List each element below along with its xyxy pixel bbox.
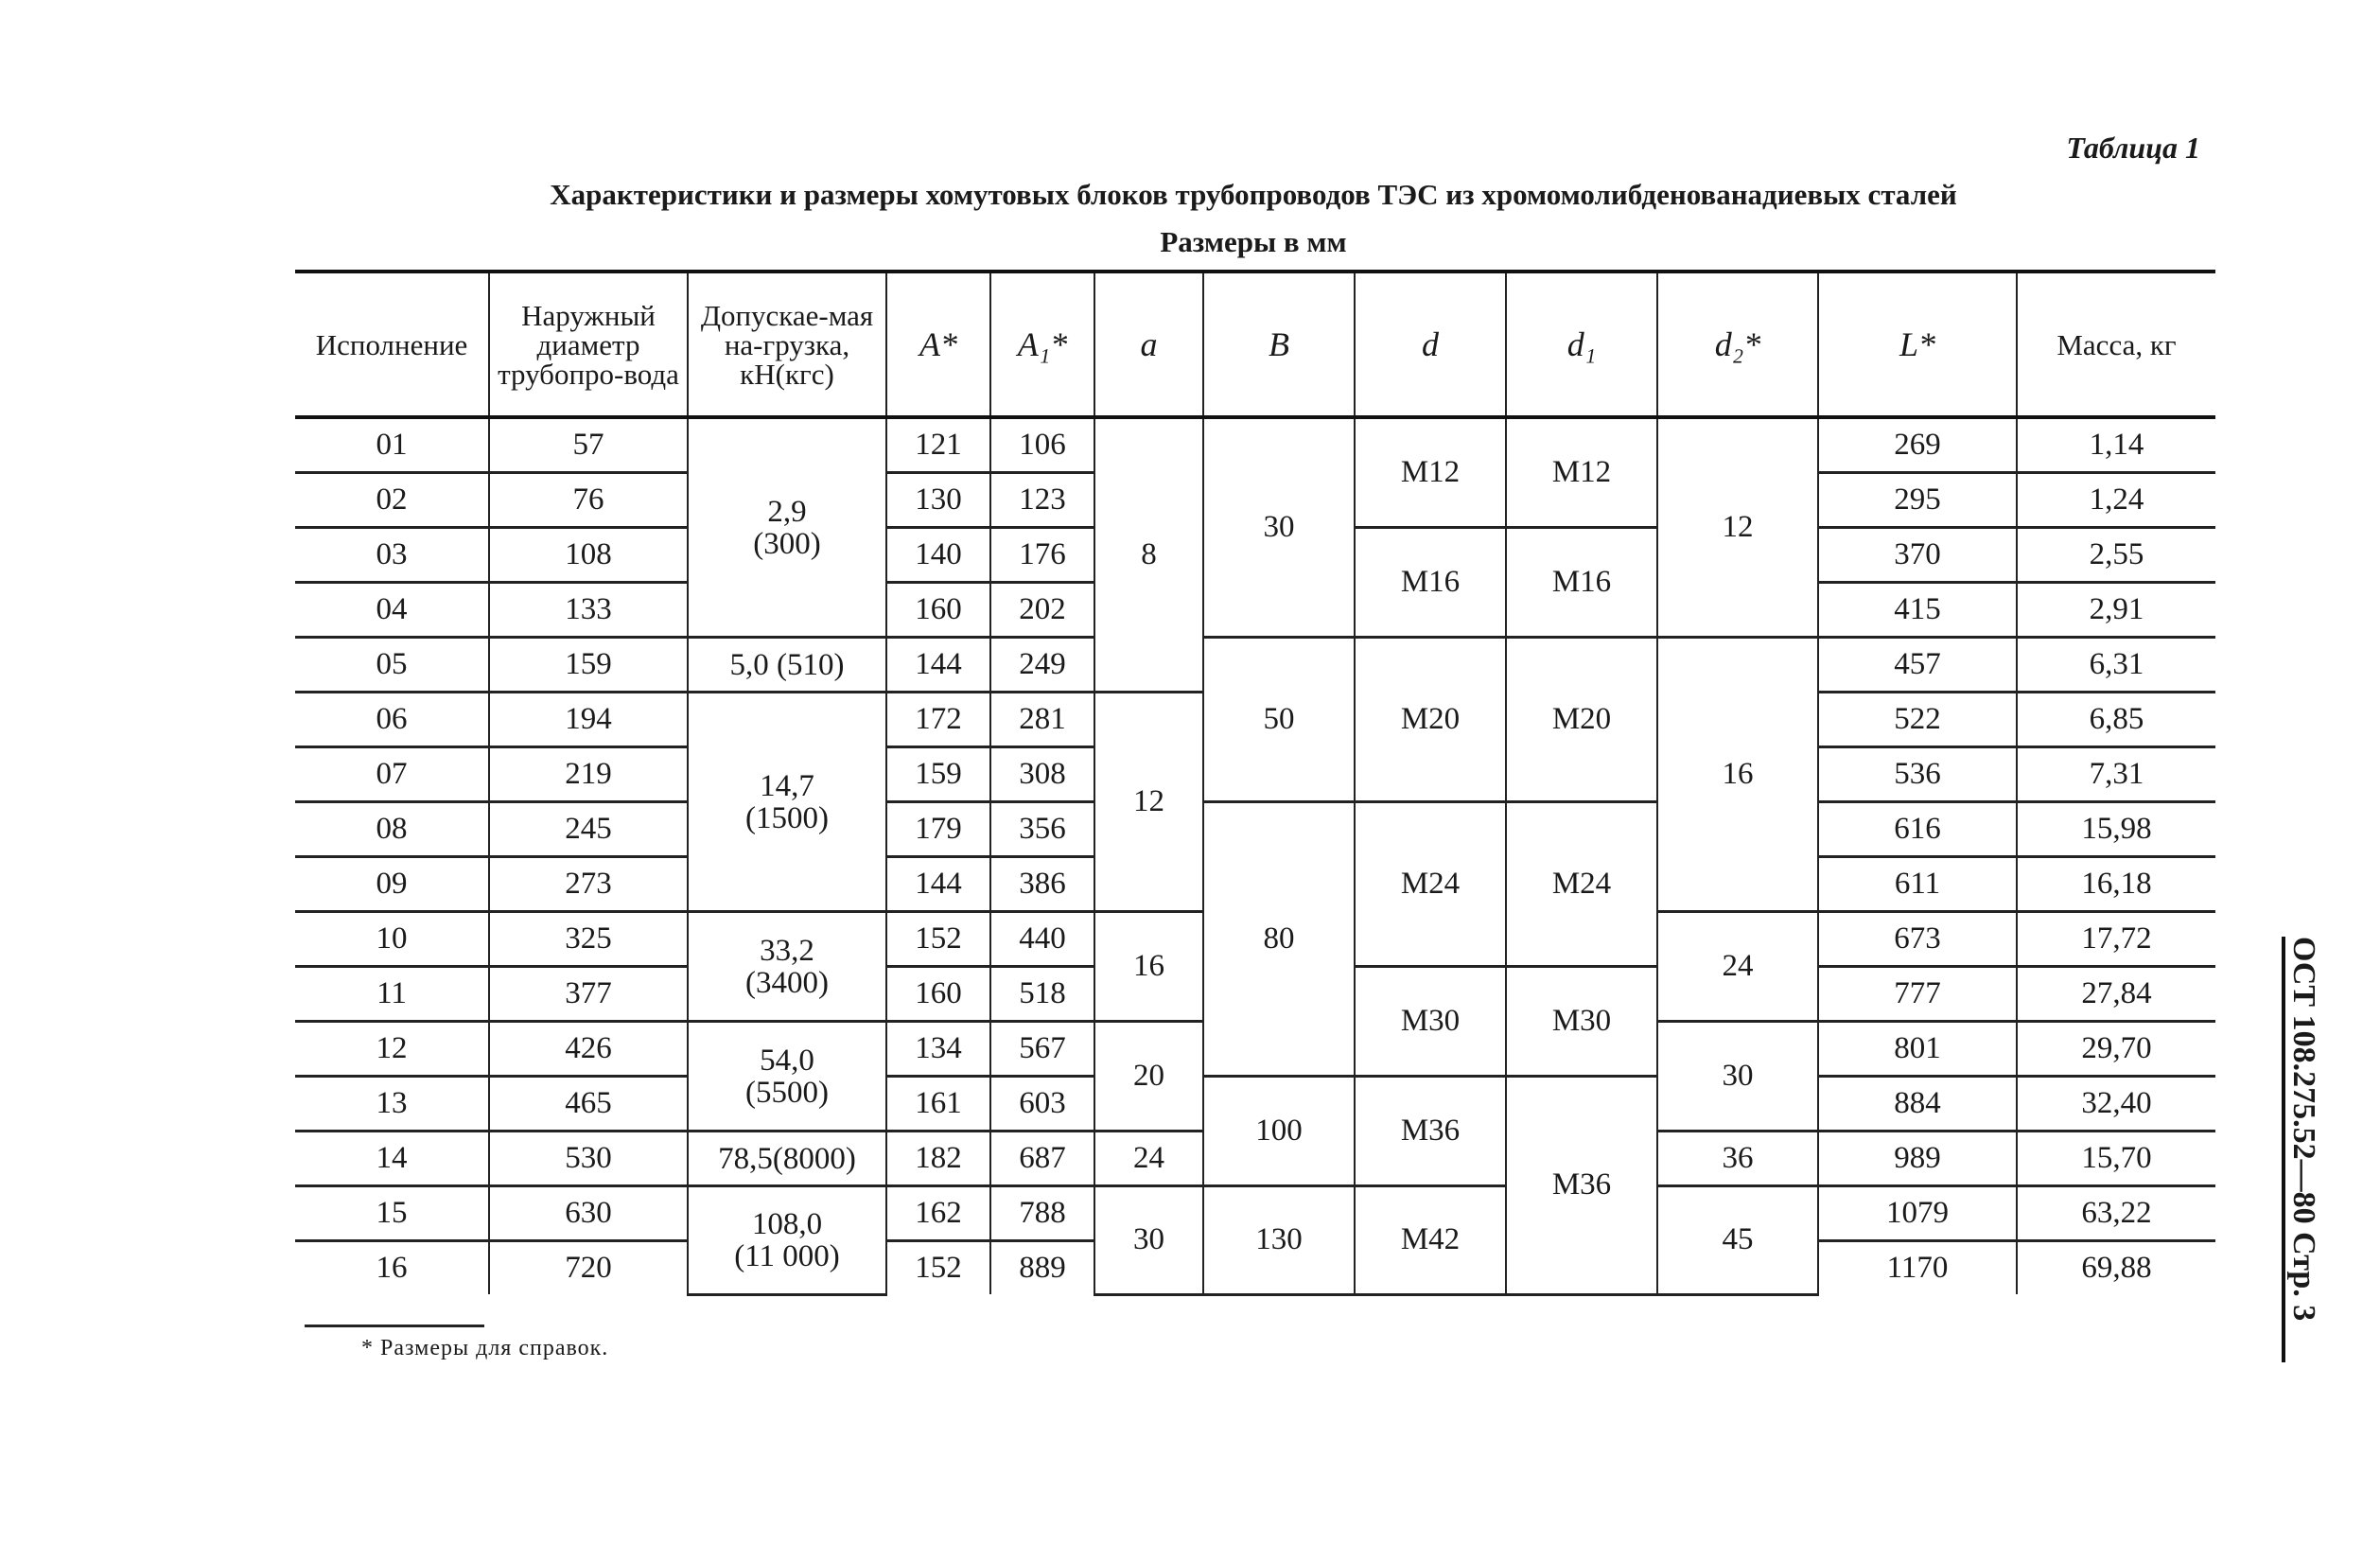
cell-mass: 17,72 <box>2017 912 2215 967</box>
header-d1: d₁ <box>1506 272 1657 417</box>
cell-outer-diameter: 76 <box>489 473 688 528</box>
cell-d1: M12 <box>1506 417 1657 528</box>
cell-A1: 567 <box>990 1022 1094 1077</box>
cell-a: 16 <box>1094 912 1203 1022</box>
cell-load: 5,0 (510) <box>688 638 886 693</box>
cell-d: M12 <box>1355 417 1506 528</box>
cell-a: 30 <box>1094 1186 1203 1295</box>
cell-A: 121 <box>886 417 990 473</box>
cell-B: 80 <box>1203 802 1355 1077</box>
cell-version: 15 <box>295 1186 489 1241</box>
cell-outer-diameter: 57 <box>489 417 688 473</box>
table-row <box>295 1077 2215 1132</box>
cell-L: 777 <box>1818 967 2017 1022</box>
cell-L: 801 <box>1818 1022 2017 1077</box>
cell-version: 13 <box>295 1077 489 1132</box>
cell-d: M42 <box>1355 1186 1506 1295</box>
cell-B: 30 <box>1203 417 1355 638</box>
cell-outer-diameter: 108 <box>489 528 688 583</box>
cell-mass: 63,22 <box>2017 1186 2215 1241</box>
cell-d2: 12 <box>1657 417 1818 638</box>
cell-mass: 32,40 <box>2017 1077 2215 1132</box>
cell-A1: 788 <box>990 1186 1094 1241</box>
cell-L: 415 <box>1818 583 2017 638</box>
header-load: Допускае-мая на-грузка, кН(кгс) <box>688 272 886 417</box>
cell-mass: 6,85 <box>2017 693 2215 747</box>
cell-mass: 29,70 <box>2017 1022 2215 1077</box>
header-A: A* <box>886 272 990 417</box>
cell-outer-diameter: 133 <box>489 583 688 638</box>
cell-A1: 518 <box>990 967 1094 1022</box>
cell-version: 08 <box>295 802 489 857</box>
cell-L: 457 <box>1818 638 2017 693</box>
header-a: a <box>1094 272 1203 417</box>
cell-outer-diameter: 465 <box>489 1077 688 1132</box>
cell-B: 50 <box>1203 638 1355 802</box>
cell-A1: 249 <box>990 638 1094 693</box>
cell-a: 24 <box>1094 1132 1203 1186</box>
cell-A: 140 <box>886 528 990 583</box>
cell-version: 16 <box>295 1241 489 1295</box>
cell-A: 161 <box>886 1077 990 1132</box>
cell-A: 179 <box>886 802 990 857</box>
header-mass: Масса, кг <box>2017 272 2215 417</box>
cell-L: 989 <box>1818 1132 2017 1186</box>
cell-A: 130 <box>886 473 990 528</box>
cell-d2: 24 <box>1657 912 1818 1022</box>
cell-A1: 386 <box>990 857 1094 912</box>
cell-A: 160 <box>886 583 990 638</box>
cell-L: 1170 <box>1818 1241 2017 1295</box>
cell-d1: M24 <box>1506 802 1657 967</box>
cell-A: 172 <box>886 693 990 747</box>
cell-d1: M30 <box>1506 967 1657 1077</box>
cell-outer-diameter: 245 <box>489 802 688 857</box>
cell-A1: 889 <box>990 1241 1094 1295</box>
cell-L: 295 <box>1818 473 2017 528</box>
cell-d2: 36 <box>1657 1132 1818 1186</box>
cell-outer-diameter: 325 <box>489 912 688 967</box>
cell-mass: 27,84 <box>2017 967 2215 1022</box>
cell-L: 536 <box>1818 747 2017 802</box>
cell-A1: 356 <box>990 802 1094 857</box>
cell-outer-diameter: 194 <box>489 693 688 747</box>
cell-A: 160 <box>886 967 990 1022</box>
table-row <box>295 417 2215 473</box>
cell-L: 884 <box>1818 1077 2017 1132</box>
cell-outer-diameter: 219 <box>489 747 688 802</box>
header-L: L* <box>1818 272 2017 417</box>
cell-d1: M36 <box>1506 1077 1657 1295</box>
table-units: Размеры в мм <box>1160 225 1347 258</box>
cell-d2: 45 <box>1657 1186 1818 1295</box>
cell-mass: 2,91 <box>2017 583 2215 638</box>
table-body <box>295 417 2215 1294</box>
cell-A1: 603 <box>990 1077 1094 1132</box>
cell-B: 100 <box>1203 1077 1355 1186</box>
cell-version: 10 <box>295 912 489 967</box>
table-number-label: Таблица 1 <box>2066 131 2200 165</box>
cell-a: 8 <box>1094 417 1203 693</box>
cell-A: 159 <box>886 747 990 802</box>
cell-L: 673 <box>1818 912 2017 967</box>
cell-A1: 308 <box>990 747 1094 802</box>
cell-load: 2,9 (300) <box>688 417 886 638</box>
cell-A1: 281 <box>990 693 1094 747</box>
table-row <box>295 1186 2215 1241</box>
side-code-text: ОСТ 108.275.52—80 Стр. 3 <box>2286 937 2321 1322</box>
cell-version: 12 <box>295 1022 489 1077</box>
cell-A1: 123 <box>990 473 1094 528</box>
cell-L: 1079 <box>1818 1186 2017 1241</box>
cell-A: 152 <box>886 912 990 967</box>
cell-version: 01 <box>295 417 489 473</box>
cell-d: M16 <box>1355 528 1506 638</box>
cell-version: 02 <box>295 473 489 528</box>
cell-d1: M16 <box>1506 528 1657 638</box>
cell-mass: 7,31 <box>2017 747 2215 802</box>
header-d2: d₂* <box>1657 272 1818 417</box>
cell-d2: 16 <box>1657 638 1818 912</box>
footnote: * Размеры для справок. <box>361 1336 609 1360</box>
cell-L: 370 <box>1818 528 2017 583</box>
cell-A1: 106 <box>990 417 1094 473</box>
cell-load: 14,7 (1500) <box>688 693 886 912</box>
cell-a: 12 <box>1094 693 1203 912</box>
cell-A1: 202 <box>990 583 1094 638</box>
header-d: d <box>1355 272 1506 417</box>
cell-d1: M20 <box>1506 638 1657 802</box>
cell-A1: 176 <box>990 528 1094 583</box>
table-row <box>295 802 2215 857</box>
cell-a: 20 <box>1094 1022 1203 1132</box>
cell-A: 134 <box>886 1022 990 1077</box>
cell-d: M36 <box>1355 1077 1506 1186</box>
cell-load: 78,5(8000) <box>688 1132 886 1186</box>
cell-outer-diameter: 273 <box>489 857 688 912</box>
cell-version: 06 <box>295 693 489 747</box>
cell-L: 269 <box>1818 417 2017 473</box>
header-row <box>295 272 2215 417</box>
cell-d: M20 <box>1355 638 1506 802</box>
cell-version: 11 <box>295 967 489 1022</box>
side-document-code <box>2282 937 2321 1362</box>
header-A1: A₁* <box>990 272 1094 417</box>
cell-load: 33,2 (3400) <box>688 912 886 1022</box>
cell-version: 05 <box>295 638 489 693</box>
cell-d2: 30 <box>1657 1022 1818 1132</box>
cell-mass: 1,14 <box>2017 417 2215 473</box>
cell-d: M24 <box>1355 802 1506 967</box>
cell-outer-diameter: 159 <box>489 638 688 693</box>
cell-mass: 15,98 <box>2017 802 2215 857</box>
cell-version: 14 <box>295 1132 489 1186</box>
cell-version: 09 <box>295 857 489 912</box>
cell-A: 182 <box>886 1132 990 1186</box>
table-title: Характеристики и размеры хомутовых блоков трубопроводов ТЭС из хромомолибденованадиевых сталей <box>550 178 1957 211</box>
header-outer-diameter: Наружный диаметр трубопро-вода <box>489 272 688 417</box>
cell-B: 130 <box>1203 1186 1355 1295</box>
cell-L: 616 <box>1818 802 2017 857</box>
cell-mass: 6,31 <box>2017 638 2215 693</box>
cell-A: 144 <box>886 857 990 912</box>
cell-A: 152 <box>886 1241 990 1295</box>
table-row <box>295 638 2215 693</box>
cell-L: 611 <box>1818 857 2017 912</box>
clamp-blocks-table <box>295 270 2215 1296</box>
cell-A1: 440 <box>990 912 1094 967</box>
cell-mass: 69,88 <box>2017 1241 2215 1295</box>
cell-d: M30 <box>1355 967 1506 1077</box>
cell-version: 03 <box>295 528 489 583</box>
cell-L: 522 <box>1818 693 2017 747</box>
cell-outer-diameter: 426 <box>489 1022 688 1077</box>
cell-A: 144 <box>886 638 990 693</box>
cell-outer-diameter: 630 <box>489 1186 688 1241</box>
cell-A1: 687 <box>990 1132 1094 1186</box>
cell-load: 108,0 (11 000) <box>688 1186 886 1295</box>
cell-mass: 1,24 <box>2017 473 2215 528</box>
cell-mass: 16,18 <box>2017 857 2215 912</box>
cell-mass: 2,55 <box>2017 528 2215 583</box>
cell-A: 162 <box>886 1186 990 1241</box>
header-B: B <box>1203 272 1355 417</box>
cell-outer-diameter: 377 <box>489 967 688 1022</box>
cell-mass: 15,70 <box>2017 1132 2215 1186</box>
header-version: Исполнение <box>295 272 489 417</box>
cell-version: 07 <box>295 747 489 802</box>
footnote-divider <box>305 1325 484 1327</box>
cell-outer-diameter: 530 <box>489 1132 688 1186</box>
cell-load: 54,0 (5500) <box>688 1022 886 1132</box>
cell-outer-diameter: 720 <box>489 1241 688 1295</box>
cell-version: 04 <box>295 583 489 638</box>
